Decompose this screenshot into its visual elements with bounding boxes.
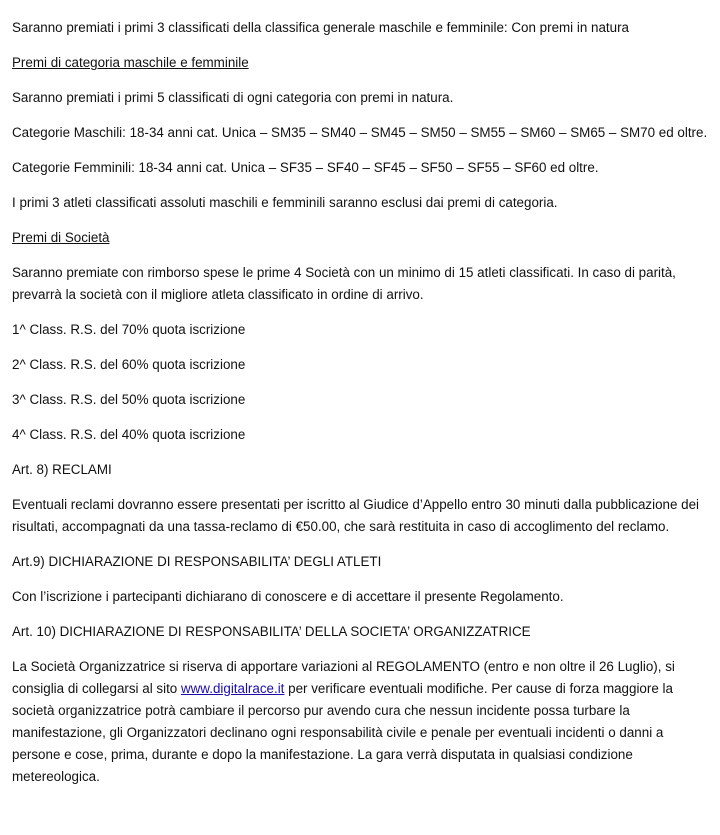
art8-title: Art. 8) RECLAMI [12,462,112,477]
art10-title: Art. 10) DICHIARAZIONE DI RESPONSABILITA’ DELLA SOCIETA’ ORGANIZZATRICE [12,624,531,639]
class-item: 4^ Class. R.S. del 40% quota iscrizione [12,427,246,442]
esclusione-text: I primi 3 atleti classificati assoluti maschili e femminili saranno esclusi dai premi di categoria. [12,195,558,210]
digitalrace-link[interactable]: www.digitalrace.it [180,681,285,696]
categorie-femminili-text: Categorie Femminili: 18-34 anni cat. Unica – SF35 – SF40 – SF45 – SF50 – SF55 – SF60 ed oltre. [12,160,599,175]
art9-text: Con l’iscrizione i partecipanti dichiarano di conoscere e di accettare il presente Regolamento. [12,589,564,604]
art10-text [12,656,708,788]
art8-text: Eventuali reclami dovranno essere presentati per iscritto al Giudice d’Appello entro 30 minuti dalla pubblicazione dei risultati, accompagnati da una tassa-reclamo di €50.00, che sarà restituita in caso di accoglimento del reclamo. [12,497,700,534]
class-item: 1^ Class. R.S. del 70% quota iscrizione [12,322,246,337]
premi-categoria-text: Saranno premiati i primi 5 classificati di ogni categoria con premi in natura. [12,90,454,105]
premi-societa-text: Saranno premiate con rimborso spese le prime 4 Società con un minimo di 15 atleti classificati. In caso di parità, prevarrà la società con il migliore atleta classificato in ordine di arrivo. [12,265,676,302]
class-item: 3^ Class. R.S. del 50% quota iscrizione [12,392,246,407]
premi-generale-text: Saranno premiati i primi 3 classificati della classifica generale maschile e femminile: Con premi in natura [12,20,629,35]
art10-text-before: La Società Organizzatrice si riserva di apportare variazioni al REGOLAMENTO (entro e non oltre il 26 Luglio), si consiglia di collegarsi al sito [12,659,675,696]
categorie-maschili-text: Categorie Maschili: 18-34 anni cat. Unica – SM35 – SM40 – SM45 – SM50 – SM55 – SM60 – SM65 – SM70 ed oltre. [12,125,708,140]
art10-text-after: per verificare eventuali modifiche. Per cause di forza maggiore la società organizzatrice potrà cambiare il percorso pur avendo cura che nessun incidente possa turbare la manifestazione, gli Organizzatori declinano ogni responsabilità civile e penale per eventuali incidenti o danni a persone e cose, prima, durante e dopo la manifestazione. La gara verrà disputata in qualsiasi condizione metereologica. [12,681,673,784]
heading-premi-societa: Premi di Società [12,230,110,245]
class-item: 2^ Class. R.S. del 60% quota iscrizione [12,357,246,372]
heading-premi-categoria: Premi di categoria maschile e femminile [12,55,249,70]
art9-title: Art.9) DICHIARAZIONE DI RESPONSABILITA’ DEGLI ATLETI [12,554,382,569]
